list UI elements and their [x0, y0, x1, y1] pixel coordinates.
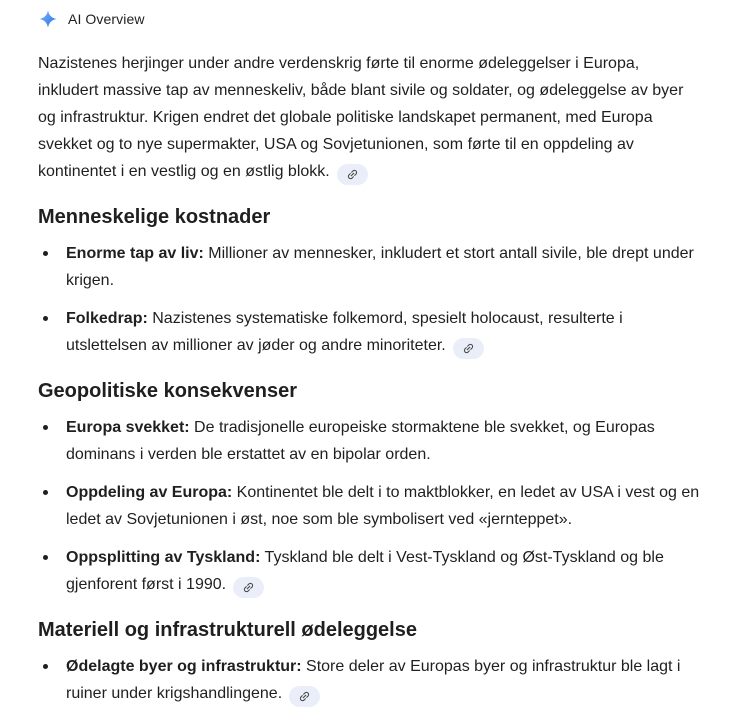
list-item-text: Kontinentet ble delt i to maktblokker, en ledet av USA i vest og en ledet av Sovjetunionen i øst, noe som ble symbolisert ved «jernteppet». [66, 484, 700, 528]
link-icon [298, 690, 311, 703]
citation-chip[interactable] [233, 577, 264, 598]
section-heading: Materiell og infrastrukturell ødeleggelse [38, 619, 417, 641]
list-item-lead: Oppdeling av Europa: [66, 484, 233, 501]
list-item [38, 544, 700, 598]
gemini-sparkle-icon [38, 9, 58, 29]
list-item [38, 240, 700, 294]
citation-chip[interactable] [289, 686, 320, 707]
list-item-lead: Enorme tap av liv: [66, 245, 204, 262]
list-item-text: Store deler av Europas byer og infrastruktur ble lagt i ruiner under krigshandlingene. [66, 658, 681, 702]
ai-overview-header [38, 8, 700, 30]
page-title: AI Overview [68, 11, 145, 27]
intro-paragraph [38, 50, 700, 185]
list-item-text: Tyskland ble delt i Vest-Tyskland og Øst-Tyskland og ble gjenforent først i 1990. [66, 549, 664, 593]
list-item-lead: Ødelagte byer og infrastruktur: [66, 658, 302, 675]
bullet-list [38, 240, 700, 359]
list-item-text: De tradisjonelle europeiske stormaktene ble svekket, og Europas dominans i verden ble erstattet av en bipolar orden. [66, 419, 655, 463]
link-icon [462, 342, 475, 355]
citation-chip[interactable] [453, 338, 484, 359]
list-item [38, 305, 700, 359]
list-item [38, 479, 700, 533]
bullet-list [38, 653, 700, 707]
list-item-lead: Folkedrap: [66, 310, 148, 327]
link-icon [346, 168, 359, 181]
citation-chip[interactable] [337, 164, 368, 185]
intro-text: Nazistenes herjinger under andre verdenskrig førte til enorme ødeleggelser i Europa, inkludert massive tap av menneskeliv, både blant sivile og soldater, og ødeleggelse av byer og infrastruktur. Krigen endret det globale politiske landskapet permanent, med Europa svekket og to nye supermakter, USA og Sovjetunionen, som førte til en oppdeling av kontinentet i en vestlig og en østlig blokk. [38, 55, 684, 180]
list-item-text: Millioner av mennesker, inkludert et stort antall sivile, ble drept under krigen. [66, 245, 694, 289]
section-heading: Geopolitiske konsekvenser [38, 380, 298, 402]
list-item [38, 414, 700, 468]
bullet-list [38, 414, 700, 598]
list-item-text: Nazistenes systematiske folkemord, spesielt holocaust, resulterte i utslettelsen av millioner av jøder og andre minoriteter. [66, 310, 623, 354]
section-heading: Menneskelige kostnader [38, 206, 271, 228]
list-item [38, 653, 700, 707]
link-icon [242, 581, 255, 594]
list-item-lead: Oppsplitting av Tyskland: [66, 549, 261, 566]
list-item-lead: Europa svekket: [66, 419, 190, 436]
